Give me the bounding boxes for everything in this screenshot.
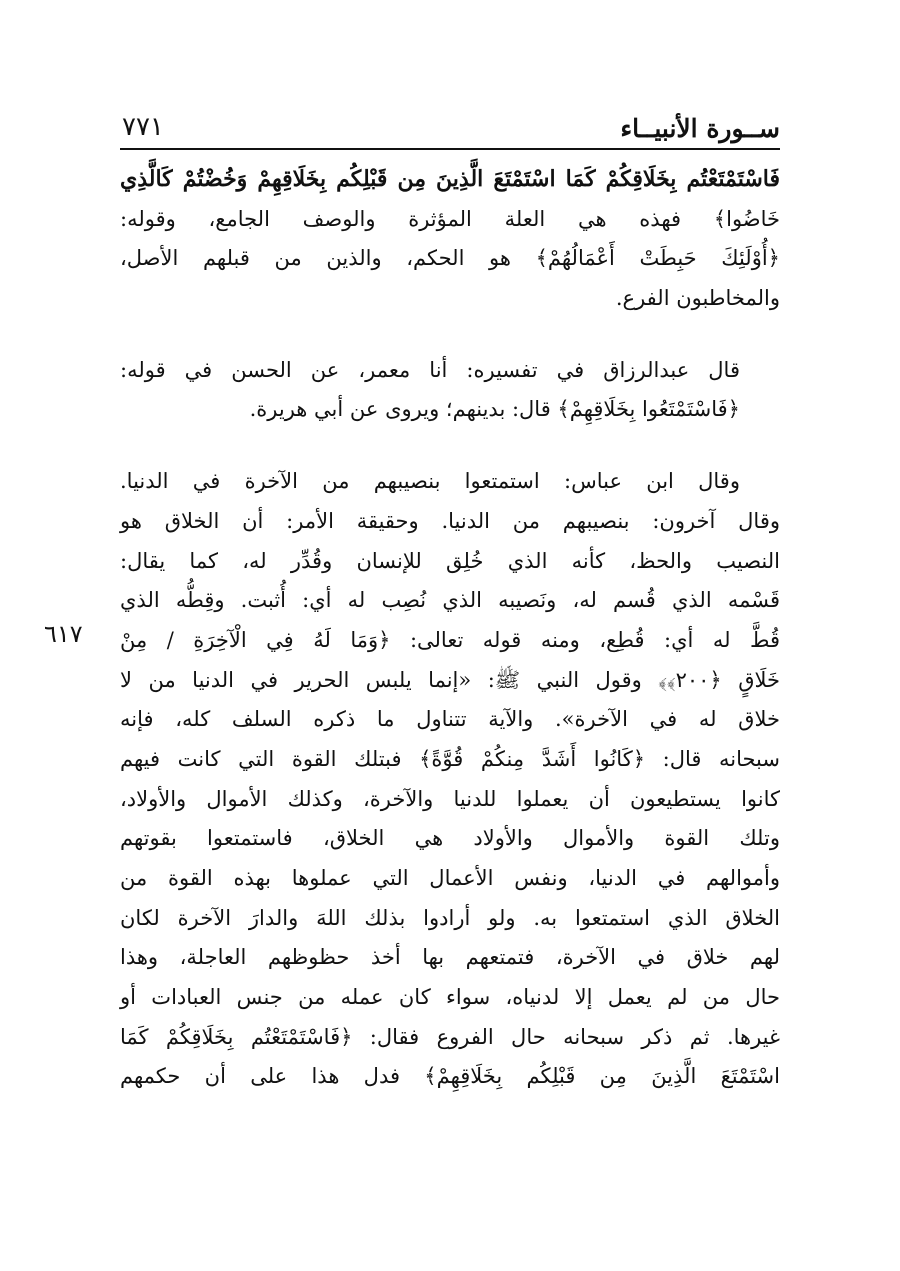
text-line: خَلَاقٍ ﴿٢٠٠﴾﴾ وقول النبي ﷺ: «إنما يلبس الحرير في الدنيا من لا <box>120 667 780 692</box>
paragraph-gap <box>120 430 780 462</box>
paragraph-2 <box>120 351 780 430</box>
paragraph-1 <box>120 160 780 319</box>
text-line: كانوا يستطيعون أن يعملوا للدنيا والآخرة، وكذلك الأموال والأولاد، <box>120 786 780 811</box>
text-line: ﴿فَاسْتَمْتَعُوا بِخَلَاقِهِمْ﴾ قال: بدينهم؛ ويروى عن أبي هريرة. <box>249 397 740 422</box>
text-line: حال من لم يعمل إلا لدنياه، سواء كان عمله من جنس العبادات أو <box>120 985 780 1010</box>
text-line: قُطَّ له أي: قُطِع، ومنه قوله تعالى: ﴿وَمَا لَهُ فِي الْآخِرَةِ / مِنْ <box>120 627 780 652</box>
text-line: وتلك القوة والأموال والأولاد هي الخلاق، فاستمتعوا بقوتهم <box>120 826 780 851</box>
text-line: فَاسْتَمْتَعْتُم بِخَلَاقِكُمْ كَمَا اسْتَمْتَعَ الَّذِينَ مِن قَبْلِكُم بِخَلَاقِهِمْ وَخُضْتُمْ كَالَّذِي <box>120 166 780 192</box>
text-line: الخلاق الذي استمتعوا به. ولو أرادوا بذلك اللهَ والدارَ الآخرة لكان <box>120 905 780 930</box>
text-line: غيرها. ثم ذكر سبحانه حال الفروع فقال: ﴿فَاسْتَمْتَعْتُم بِخَلَاقِكُمْ كَمَا <box>120 1024 780 1049</box>
paragraph-3 <box>120 462 780 1097</box>
text-line: لهم خلاق في الآخرة، فتمتعهم بها أخذ حظوظهم العاجلة، وهذا <box>120 945 780 970</box>
text-line: خلاق له في الآخرة». والآية تتناول ما ذكره السلف كله، فإنه <box>120 707 780 732</box>
page-number: ٧٧١ <box>122 112 164 142</box>
text-line: النصيب والحظ، كأنه الذي خُلِق للإنسان وقُدِّر له، كما يقال: <box>120 548 780 573</box>
text-line: ﴿أُوْلَئِكَ حَبِطَتْ أَعْمَالُهُمْ﴾ هو الحكم، والذين من قبلهم الأصل، <box>120 246 780 271</box>
text-line: قال عبدالرزاق في تفسيره: أنا معمر، عن الحسن في قوله: <box>120 357 740 382</box>
margin-page-reference: ٦١٧ <box>44 620 83 648</box>
body-text <box>120 160 780 1097</box>
text-line: وقال آخرون: بنصيبهم من الدنيا. وحقيقة الأمر: أن الخلاق هو <box>120 508 780 533</box>
text-line: والمخاطبون الفرع. <box>615 286 780 311</box>
paragraph-gap <box>120 319 780 351</box>
text-line: خَاضُوا﴾ فهذه هي العلة المؤثرة والوصف الجامع، وقوله: <box>120 206 780 231</box>
page-header <box>120 108 780 150</box>
text-line: وقال ابن عباس: استمتعوا بنصيبهم من الآخرة في الدنيا. <box>120 469 740 494</box>
text-line: اسْتَمْتَعَ الَّذِينَ مِن قَبْلِكُم بِخَلَاقِهِمْ﴾ فدل هذا على أن حكمهم <box>120 1064 780 1089</box>
text-line: قَسْمه الذي قُسم له، ونَصيبه الذي نُصِب له أي: أُثبت. وقِطُّه الذي <box>120 588 780 613</box>
text-line: وأموالهم في الدنيا، ونفس الأعمال التي عملوها بهذه القوة من <box>120 866 780 890</box>
surah-title: ســورة الأنبيــاء <box>620 114 780 143</box>
text-line: سبحانه قال: ﴿كَانُوا أَشَدَّ مِنكُمْ قُوَّةً﴾ فبتلك القوة التي كانت فيهم <box>120 746 780 771</box>
